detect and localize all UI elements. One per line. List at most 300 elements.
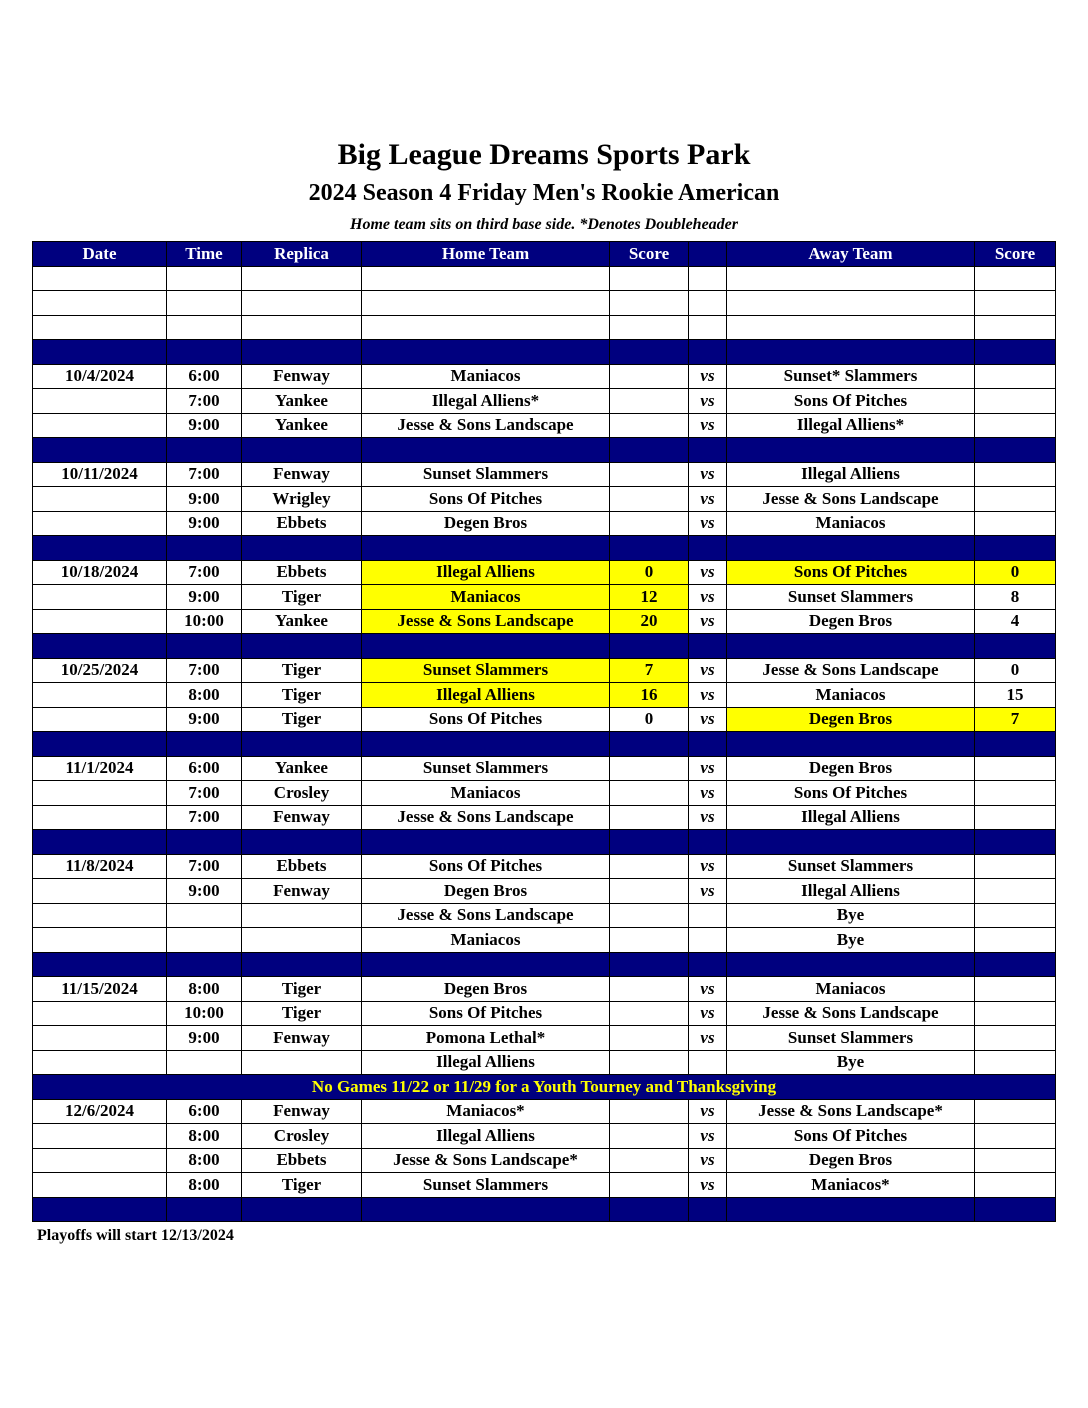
away-score-cell bbox=[975, 1173, 1056, 1198]
date-cell bbox=[33, 928, 167, 953]
away-team-cell: Bye bbox=[727, 1050, 975, 1075]
away-team-cell: Sunset Slammers bbox=[727, 1026, 975, 1051]
game-row bbox=[33, 1026, 1056, 1051]
vs-cell bbox=[689, 340, 727, 365]
away-team-cell: Maniacos bbox=[727, 511, 975, 536]
col-header-away-score: Score bbox=[975, 242, 1056, 267]
away-score-cell bbox=[975, 487, 1056, 512]
home-score-cell bbox=[610, 732, 689, 757]
away-team-cell: Degen Bros bbox=[727, 609, 975, 634]
away-team-cell: Illegal Alliens bbox=[727, 462, 975, 487]
away-score-cell bbox=[975, 977, 1056, 1002]
vs-cell bbox=[689, 634, 727, 659]
away-score-cell bbox=[975, 805, 1056, 830]
away-score-cell bbox=[975, 879, 1056, 904]
home-team-cell: Illegal Alliens bbox=[362, 1124, 610, 1149]
game-row bbox=[33, 487, 1056, 512]
home-team-cell: Sons Of Pitches bbox=[362, 1001, 610, 1026]
replica-cell: Yankee bbox=[242, 756, 362, 781]
replica-cell bbox=[242, 315, 362, 340]
time-cell bbox=[167, 1197, 242, 1222]
vs-cell: vs bbox=[689, 854, 727, 879]
home-team-cell bbox=[362, 291, 610, 316]
home-team-cell: Sunset Slammers bbox=[362, 1173, 610, 1198]
time-cell: 9:00 bbox=[167, 879, 242, 904]
vs-cell: vs bbox=[689, 1173, 727, 1198]
vs-cell: vs bbox=[689, 805, 727, 830]
home-team-cell bbox=[362, 1197, 610, 1222]
home-team-cell: Pomona Lethal* bbox=[362, 1026, 610, 1051]
away-team-cell: Maniacos bbox=[727, 977, 975, 1002]
time-cell: 7:00 bbox=[167, 781, 242, 806]
away-score-cell bbox=[975, 438, 1056, 463]
home-score-cell bbox=[610, 511, 689, 536]
away-score-cell bbox=[975, 928, 1056, 953]
game-row bbox=[33, 658, 1056, 683]
date-cell bbox=[33, 634, 167, 659]
home-score-cell bbox=[610, 1001, 689, 1026]
time-cell bbox=[167, 903, 242, 928]
time-cell bbox=[167, 266, 242, 291]
away-score-cell: 7 bbox=[975, 707, 1056, 732]
time-cell bbox=[167, 340, 242, 365]
home-score-cell bbox=[610, 977, 689, 1002]
date-cell bbox=[33, 1197, 167, 1222]
vs-cell: vs bbox=[689, 560, 727, 585]
vs-cell: vs bbox=[689, 1124, 727, 1149]
date-cell: 10/25/2024 bbox=[33, 658, 167, 683]
home-team-cell: Sunset Slammers bbox=[362, 658, 610, 683]
date-cell bbox=[33, 830, 167, 855]
col-header-home-score: Score bbox=[610, 242, 689, 267]
game-row bbox=[33, 805, 1056, 830]
vs-cell bbox=[689, 1197, 727, 1222]
replica-cell: Fenway bbox=[242, 805, 362, 830]
replica-cell: Tiger bbox=[242, 658, 362, 683]
replica-cell: Fenway bbox=[242, 1099, 362, 1124]
home-score-cell bbox=[610, 364, 689, 389]
game-row bbox=[33, 462, 1056, 487]
home-score-cell bbox=[610, 1026, 689, 1051]
home-score-cell bbox=[610, 634, 689, 659]
blank-row bbox=[33, 315, 1056, 340]
vs-cell bbox=[689, 266, 727, 291]
home-team-cell: Maniacos bbox=[362, 364, 610, 389]
game-row bbox=[33, 1050, 1056, 1075]
home-team-cell: Maniacos bbox=[362, 928, 610, 953]
time-cell bbox=[167, 1050, 242, 1075]
away-team-cell: Sons Of Pitches bbox=[727, 781, 975, 806]
time-cell bbox=[167, 438, 242, 463]
replica-cell: Yankee bbox=[242, 389, 362, 414]
home-score-cell bbox=[610, 462, 689, 487]
game-row bbox=[33, 609, 1056, 634]
home-team-cell bbox=[362, 266, 610, 291]
home-score-cell bbox=[610, 854, 689, 879]
game-row bbox=[33, 364, 1056, 389]
time-cell: 9:00 bbox=[167, 413, 242, 438]
home-team-cell: Jesse & Sons Landscape bbox=[362, 903, 610, 928]
game-row bbox=[33, 977, 1056, 1002]
home-score-cell bbox=[610, 952, 689, 977]
away-score-cell: 0 bbox=[975, 560, 1056, 585]
away-score-cell bbox=[975, 903, 1056, 928]
away-team-cell: Degen Bros bbox=[727, 756, 975, 781]
game-row bbox=[33, 756, 1056, 781]
date-cell bbox=[33, 952, 167, 977]
time-cell bbox=[167, 830, 242, 855]
date-cell bbox=[33, 903, 167, 928]
home-score-cell bbox=[610, 266, 689, 291]
home-team-cell bbox=[362, 634, 610, 659]
away-team-cell: Jesse & Sons Landscape bbox=[727, 487, 975, 512]
game-row bbox=[33, 1001, 1056, 1026]
replica-cell bbox=[242, 438, 362, 463]
replica-cell bbox=[242, 1050, 362, 1075]
time-cell: 6:00 bbox=[167, 756, 242, 781]
away-score-cell bbox=[975, 1050, 1056, 1075]
home-score-cell: 16 bbox=[610, 683, 689, 708]
date-cell bbox=[33, 805, 167, 830]
page-note: Home team sits on third base side. *Denotes Doubleheader bbox=[350, 216, 738, 233]
time-cell bbox=[167, 315, 242, 340]
vs-cell: vs bbox=[689, 511, 727, 536]
time-cell: 8:00 bbox=[167, 977, 242, 1002]
vs-cell: vs bbox=[689, 389, 727, 414]
replica-cell: Yankee bbox=[242, 413, 362, 438]
date-cell bbox=[33, 438, 167, 463]
away-team-cell: Bye bbox=[727, 928, 975, 953]
home-score-cell bbox=[610, 389, 689, 414]
away-team-cell: Maniacos bbox=[727, 683, 975, 708]
vs-cell: vs bbox=[689, 487, 727, 512]
away-score-cell bbox=[975, 1148, 1056, 1173]
date-cell: 11/1/2024 bbox=[33, 756, 167, 781]
home-score-cell bbox=[610, 903, 689, 928]
game-row bbox=[33, 928, 1056, 953]
replica-cell bbox=[242, 830, 362, 855]
away-score-cell bbox=[975, 1197, 1056, 1222]
home-score-cell: 12 bbox=[610, 585, 689, 610]
notice-row bbox=[33, 1075, 1056, 1100]
game-row bbox=[33, 903, 1056, 928]
away-score-cell: 0 bbox=[975, 658, 1056, 683]
away-team-cell bbox=[727, 830, 975, 855]
separator-row bbox=[33, 952, 1056, 977]
away-team-cell bbox=[727, 536, 975, 561]
schedule-body bbox=[33, 266, 1056, 1222]
home-team-cell: Degen Bros bbox=[362, 511, 610, 536]
away-score-cell bbox=[975, 315, 1056, 340]
away-team-cell: Sons Of Pitches bbox=[727, 389, 975, 414]
home-score-cell bbox=[610, 413, 689, 438]
date-cell bbox=[33, 1001, 167, 1026]
home-team-cell bbox=[362, 315, 610, 340]
time-cell: 10:00 bbox=[167, 609, 242, 634]
home-team-cell: Jesse & Sons Landscape* bbox=[362, 1148, 610, 1173]
time-cell: 10:00 bbox=[167, 1001, 242, 1026]
date-cell bbox=[33, 585, 167, 610]
time-cell: 7:00 bbox=[167, 560, 242, 585]
separator-row bbox=[33, 830, 1056, 855]
time-cell: 7:00 bbox=[167, 389, 242, 414]
away-score-cell bbox=[975, 536, 1056, 561]
away-team-cell bbox=[727, 952, 975, 977]
time-cell: 8:00 bbox=[167, 1148, 242, 1173]
away-team-cell: Sunset* Slammers bbox=[727, 364, 975, 389]
home-score-cell bbox=[610, 1099, 689, 1124]
home-team-cell: Sons Of Pitches bbox=[362, 707, 610, 732]
vs-cell: vs bbox=[689, 1148, 727, 1173]
home-score-cell: 7 bbox=[610, 658, 689, 683]
vs-cell: vs bbox=[689, 707, 727, 732]
game-row bbox=[33, 413, 1056, 438]
game-row bbox=[33, 511, 1056, 536]
vs-cell: vs bbox=[689, 1026, 727, 1051]
time-cell bbox=[167, 634, 242, 659]
home-score-cell bbox=[610, 756, 689, 781]
time-cell: 9:00 bbox=[167, 585, 242, 610]
home-score-cell bbox=[610, 438, 689, 463]
vs-cell: vs bbox=[689, 585, 727, 610]
home-team-cell: Sons Of Pitches bbox=[362, 854, 610, 879]
date-cell: 10/4/2024 bbox=[33, 364, 167, 389]
away-team-cell: Illegal Alliens bbox=[727, 805, 975, 830]
away-team-cell: Illegal Alliens* bbox=[727, 413, 975, 438]
date-cell: 10/18/2024 bbox=[33, 560, 167, 585]
time-cell bbox=[167, 952, 242, 977]
replica-cell bbox=[242, 903, 362, 928]
time-cell bbox=[167, 732, 242, 757]
game-row bbox=[33, 1124, 1056, 1149]
away-team-cell: Sunset Slammers bbox=[727, 854, 975, 879]
vs-cell: vs bbox=[689, 977, 727, 1002]
vs-cell bbox=[689, 1050, 727, 1075]
replica-cell: Ebbets bbox=[242, 1148, 362, 1173]
separator-row bbox=[33, 732, 1056, 757]
separator-row bbox=[33, 438, 1056, 463]
vs-cell bbox=[689, 903, 727, 928]
away-team-cell bbox=[727, 438, 975, 463]
away-team-cell: Sons Of Pitches bbox=[727, 560, 975, 585]
replica-cell: Tiger bbox=[242, 585, 362, 610]
home-team-cell: Sunset Slammers bbox=[362, 756, 610, 781]
home-score-cell: 0 bbox=[610, 560, 689, 585]
date-cell bbox=[33, 1050, 167, 1075]
date-cell bbox=[33, 487, 167, 512]
game-row bbox=[33, 1099, 1056, 1124]
away-score-cell bbox=[975, 364, 1056, 389]
replica-cell bbox=[242, 928, 362, 953]
away-score-cell bbox=[975, 830, 1056, 855]
away-score-cell: 8 bbox=[975, 585, 1056, 610]
game-row bbox=[33, 389, 1056, 414]
home-score-cell bbox=[610, 315, 689, 340]
away-team-cell: Degen Bros bbox=[727, 707, 975, 732]
home-team-cell: Maniacos* bbox=[362, 1099, 610, 1124]
vs-cell: vs bbox=[689, 1099, 727, 1124]
home-score-cell bbox=[610, 536, 689, 561]
home-score-cell bbox=[610, 340, 689, 365]
home-team-cell bbox=[362, 952, 610, 977]
vs-cell bbox=[689, 438, 727, 463]
schedule-table bbox=[32, 241, 1056, 1222]
time-cell bbox=[167, 291, 242, 316]
game-row bbox=[33, 560, 1056, 585]
replica-cell: Tiger bbox=[242, 683, 362, 708]
date-cell bbox=[33, 291, 167, 316]
replica-cell: Fenway bbox=[242, 364, 362, 389]
vs-cell: vs bbox=[689, 1001, 727, 1026]
replica-cell: Crosley bbox=[242, 1124, 362, 1149]
replica-cell: Tiger bbox=[242, 977, 362, 1002]
away-score-cell bbox=[975, 462, 1056, 487]
replica-cell: Tiger bbox=[242, 1001, 362, 1026]
time-cell bbox=[167, 536, 242, 561]
away-score-cell bbox=[975, 266, 1056, 291]
away-score-cell bbox=[975, 732, 1056, 757]
game-row bbox=[33, 854, 1056, 879]
col-header-home-team: Home Team bbox=[362, 242, 610, 267]
home-team-cell: Illegal Alliens bbox=[362, 560, 610, 585]
away-score-cell bbox=[975, 291, 1056, 316]
vs-cell bbox=[689, 732, 727, 757]
vs-cell bbox=[689, 536, 727, 561]
home-score-cell bbox=[610, 805, 689, 830]
home-score-cell bbox=[610, 781, 689, 806]
time-cell: 7:00 bbox=[167, 805, 242, 830]
blank-row bbox=[33, 291, 1056, 316]
date-cell bbox=[33, 707, 167, 732]
vs-cell: vs bbox=[689, 462, 727, 487]
time-cell: 7:00 bbox=[167, 658, 242, 683]
date-cell: 12/6/2024 bbox=[33, 1099, 167, 1124]
game-row bbox=[33, 1148, 1056, 1173]
col-header-away-team: Away Team bbox=[727, 242, 975, 267]
date-cell: 11/15/2024 bbox=[33, 977, 167, 1002]
vs-cell bbox=[689, 830, 727, 855]
away-score-cell bbox=[975, 854, 1056, 879]
away-score-cell bbox=[975, 1124, 1056, 1149]
replica-cell: Ebbets bbox=[242, 854, 362, 879]
away-score-cell: 15 bbox=[975, 683, 1056, 708]
away-score-cell bbox=[975, 952, 1056, 977]
replica-cell bbox=[242, 634, 362, 659]
date-cell bbox=[33, 536, 167, 561]
date-cell bbox=[33, 315, 167, 340]
away-team-cell bbox=[727, 315, 975, 340]
home-team-cell: Maniacos bbox=[362, 585, 610, 610]
vs-cell: vs bbox=[689, 413, 727, 438]
away-team-cell bbox=[727, 732, 975, 757]
time-cell: 7:00 bbox=[167, 462, 242, 487]
col-header-time: Time bbox=[167, 242, 242, 267]
away-team-cell bbox=[727, 1197, 975, 1222]
game-row bbox=[33, 683, 1056, 708]
page-title: Big League Dreams Sports Park bbox=[337, 138, 751, 171]
away-team-cell: Illegal Alliens bbox=[727, 879, 975, 904]
home-team-cell: Illegal Alliens* bbox=[362, 389, 610, 414]
home-score-cell bbox=[610, 1124, 689, 1149]
replica-cell bbox=[242, 732, 362, 757]
time-cell bbox=[167, 928, 242, 953]
notice-text: No Games 11/22 or 11/29 for a Youth Tourney and Thanksgiving bbox=[33, 1075, 1056, 1100]
date-cell bbox=[33, 340, 167, 365]
game-row bbox=[33, 707, 1056, 732]
replica-cell bbox=[242, 536, 362, 561]
home-team-cell bbox=[362, 536, 610, 561]
home-team-cell: Sunset Slammers bbox=[362, 462, 610, 487]
away-team-cell: Maniacos* bbox=[727, 1173, 975, 1198]
vs-cell bbox=[689, 952, 727, 977]
date-cell bbox=[33, 683, 167, 708]
date-cell bbox=[33, 511, 167, 536]
date-cell bbox=[33, 879, 167, 904]
home-team-cell: Illegal Alliens bbox=[362, 683, 610, 708]
replica-cell: Fenway bbox=[242, 879, 362, 904]
away-team-cell: Bye bbox=[727, 903, 975, 928]
home-score-cell bbox=[610, 1050, 689, 1075]
time-cell: 6:00 bbox=[167, 1099, 242, 1124]
time-cell: 8:00 bbox=[167, 1173, 242, 1198]
home-team-cell bbox=[362, 438, 610, 463]
away-score-cell bbox=[975, 634, 1056, 659]
home-score-cell bbox=[610, 487, 689, 512]
home-team-cell: Illegal Alliens bbox=[362, 1050, 610, 1075]
home-team-cell bbox=[362, 732, 610, 757]
away-team-cell: Sons Of Pitches bbox=[727, 1124, 975, 1149]
away-score-cell bbox=[975, 413, 1056, 438]
replica-cell: Tiger bbox=[242, 707, 362, 732]
home-score-cell: 0 bbox=[610, 707, 689, 732]
replica-cell: Fenway bbox=[242, 1026, 362, 1051]
away-score-cell bbox=[975, 1026, 1056, 1051]
separator-row bbox=[33, 1197, 1056, 1222]
separator-row bbox=[33, 634, 1056, 659]
replica-cell bbox=[242, 266, 362, 291]
table-header-row bbox=[33, 242, 1056, 267]
col-header-date: Date bbox=[33, 242, 167, 267]
replica-cell: Crosley bbox=[242, 781, 362, 806]
page-subtitle: 2024 Season 4 Friday Men's Rookie American bbox=[308, 180, 780, 206]
away-team-cell: Jesse & Sons Landscape bbox=[727, 1001, 975, 1026]
home-team-cell bbox=[362, 830, 610, 855]
away-score-cell bbox=[975, 511, 1056, 536]
away-score-cell bbox=[975, 1099, 1056, 1124]
time-cell: 9:00 bbox=[167, 487, 242, 512]
home-score-cell: 20 bbox=[610, 609, 689, 634]
away-team-cell: Jesse & Sons Landscape bbox=[727, 658, 975, 683]
away-team-cell: Jesse & Sons Landscape* bbox=[727, 1099, 975, 1124]
home-score-cell bbox=[610, 291, 689, 316]
date-cell bbox=[33, 1148, 167, 1173]
time-cell: 9:00 bbox=[167, 707, 242, 732]
date-cell bbox=[33, 266, 167, 291]
game-row bbox=[33, 1173, 1056, 1198]
vs-cell bbox=[689, 928, 727, 953]
date-cell bbox=[33, 732, 167, 757]
away-score-cell: 4 bbox=[975, 609, 1056, 634]
home-score-cell bbox=[610, 1148, 689, 1173]
game-row bbox=[33, 879, 1056, 904]
replica-cell bbox=[242, 1197, 362, 1222]
vs-cell: vs bbox=[689, 683, 727, 708]
home-score-cell bbox=[610, 1197, 689, 1222]
home-team-cell: Degen Bros bbox=[362, 977, 610, 1002]
replica-cell: Ebbets bbox=[242, 560, 362, 585]
away-score-cell bbox=[975, 389, 1056, 414]
replica-cell bbox=[242, 952, 362, 977]
